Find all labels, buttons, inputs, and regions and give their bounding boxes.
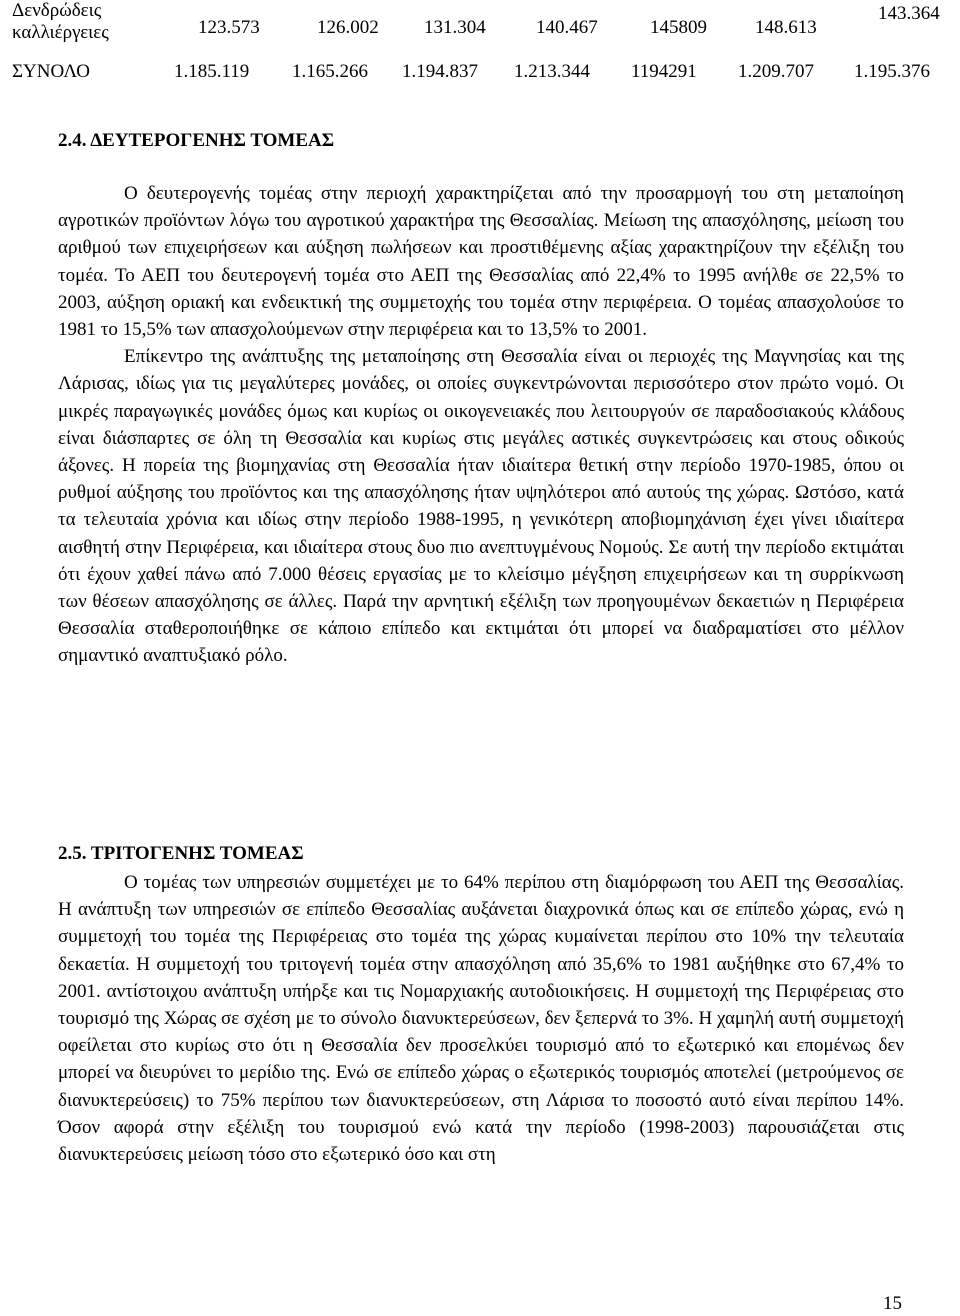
table-cell: 131.304: [424, 17, 486, 38]
table-cell: 123.573: [198, 17, 260, 38]
table-cell: 1.213.344: [514, 61, 590, 82]
row-label: ΣΥΝΟΛΟ: [12, 61, 91, 82]
table-cell: 1.209.707: [738, 61, 814, 82]
table-cell: 140.467: [536, 17, 598, 38]
paragraph: Ο δευτερογενής τομέας στην περιοχή χαρακτηρίζεται από την προσαρμογή του στη μεταποίηση αγροτικών προϊόντων λόγω του αγροτικού χαρακτήρα της Θεσσαλίας. Μείωση της απασχόλησης, μείωση του αριθμού των επιχειρήσεων και αύξηση πωλήσεων και προστιθέμενης αξίας χαρακτηρίζουν την εξέλιξη του τομέα. Το ΑΕΠ του δευτερογενή τομέα στο ΑΕΠ της Θεσσαλίας από 22,4% το 1995 ανήλθε σε 22,5% το 2003, αύξηση οριακή και ενδεικτική της συμμετοχής του τομέα στην περιφέρεια. Ο τομέας απασχολούσε το 1981 το 15,5% των απασχολούμενων στην περιφέρεια και το 13,5% το 2001.: [58, 183, 904, 341]
table-cell: 145809: [650, 17, 707, 38]
row-label: Δενδρώδεις καλλιέργειες: [12, 0, 109, 43]
table-cell: 143.364: [878, 3, 940, 24]
section-heading-tertiary: 2.5. ΤΡΙΤΟΓΕΝΗΣ ΤΟΜΕΑΣ: [58, 843, 304, 864]
table-cell: 1.185.119: [174, 61, 250, 82]
data-table: [12, 0, 940, 82]
paragraph: Ο τομέας των υπηρεσιών συμμετέχει με το 64% περίπου στη διαμόρφωση του ΑΕΠ της Θεσσαλίας. Η ανάπτυξη των υπηρεσιών σε επίπεδο Θεσσαλίας αυξάνεται διαχρονικά όπως και σε επίπεδο χώρας, ενώ η συμμετοχή του τομέα της Περιφέρειας στο τομέα της χώρας κυμαίνεται περίπου στο 10% την τελευταία δεκαετία. Η συμμετοχή του τριτογενή τομέα στην απασχόληση από 35,6% το 1981 αυξήθηκε στο 67,4% το 2001. αντίστοιχου ανάπτυξη υπήρξε και τις Νομαρχιακής αυτοδιοικήσεις. Η συμμετοχή της Περιφέρειας στο τουρισμό της Χώρας σε σχέση με το σύνολο διανυκτερεύσεων, δεν ξεπερνά το 3%. Η χαμηλή αυτή συμμετοχή οφείλεται στο κυρίως στο ότι η Θεσσαλία δεν προσελκύει τουρισμό από το εξωτερικό και επομένως δεν μπορεί να διευρύνει το μερίδιο της. Ενώ σε επίπεδο χώρας ο εξωτερικός τουρισμός αποτελεί (μετρούμενος σε διανυκτερεύσεις) το 75% περίπου των διανυκτερεύσεων, στη Λάρισα το ποσοστό αυτό είναι περίπου 14%. Όσον αφορά στην εξέλιξη του τουρισμού ενώ κατά την περίοδο (1998-2003) παρουσιάζεται στις διανυκτερεύσεις μείωση τόσο στο εξωτερικό όσο και στη: [58, 872, 904, 1166]
section-body-secondary: [58, 180, 904, 670]
section-body-tertiary: [58, 869, 904, 1168]
table-cell: 148.613: [755, 17, 817, 38]
table-cell: 1.194.837: [402, 61, 478, 82]
table-cell: 1.195.376: [854, 61, 930, 82]
section-heading-secondary: 2.4. ΔΕΥΤΕΡΟΓΕΝΗΣ ΤΟΜΕΑΣ: [58, 130, 335, 151]
paragraph: Επίκεντρο της ανάπτυξης της μεταποίησης στη Θεσσαλία είναι οι περιοχές της Μαγνησίας και της Λάρισας, ιδίως για τις μεγαλύτερες μονάδες, οι οποίες συγκεντρώνονται περισσότερο στον πρώτο νομό. Οι μικρές παραγωγικές μονάδες όμως και κυρίως οι οικογενειακές που λειτουργούν σε παραδοσιακούς κλάδους είναι διάσπαρτες σε όλη τη Θεσσαλία και κυρίως στις μεγάλες αστικές συγκεντρώσεις και στους οδικούς άξονες. Η πορεία της βιομηχανίας στη Θεσσαλία ήταν ιδιαίτερα θετική στην περίοδο 1970-1985, όπου οι ρυθμοί αύξησης του προϊόντος και της απασχόλησης ήταν υψηλότεροι από αυτούς της χώρας. Ωστόσο, κατά τα τελευταία χρόνια και ιδίως στην περίοδο 1988-1995, η γενικότερη αποβιομηχάνιση έχει γίνει ιδιαίτερα αισθητή στην Περιφέρεια, και ιδιαίτερα στους δυο πιο ανεπτυγμένους Νομούς. Σε αυτή την περίοδο εκτιμάται ότι έχουν χαθεί πάνω από 7.000 θέσεις εργασίας με το κλείσιμο μέγξηση επιχειρήσεων και τη συρρίκνωση των θέσεων απασχόλησης σε άλλες. Παρά την αρνητική εξέλιξη των προηγουμένων δεκαετιών η Περιφέρεια Θεσσαλία σταθεροποιήθηκε σε κάποιο επίπεδο και εκτιμάται ότι μπορεί να διαδραματίσει στο μέλλον σημαντικό αναπτυξιακό ρόλο.: [58, 346, 904, 667]
table-cell: 1194291: [631, 61, 697, 82]
table-cell: 1.165.266: [292, 61, 368, 82]
page-number: 15: [883, 1293, 902, 1314]
table-row: [12, 46, 930, 82]
table-cell: 126.002: [317, 17, 379, 38]
table-row: [12, 0, 940, 46]
